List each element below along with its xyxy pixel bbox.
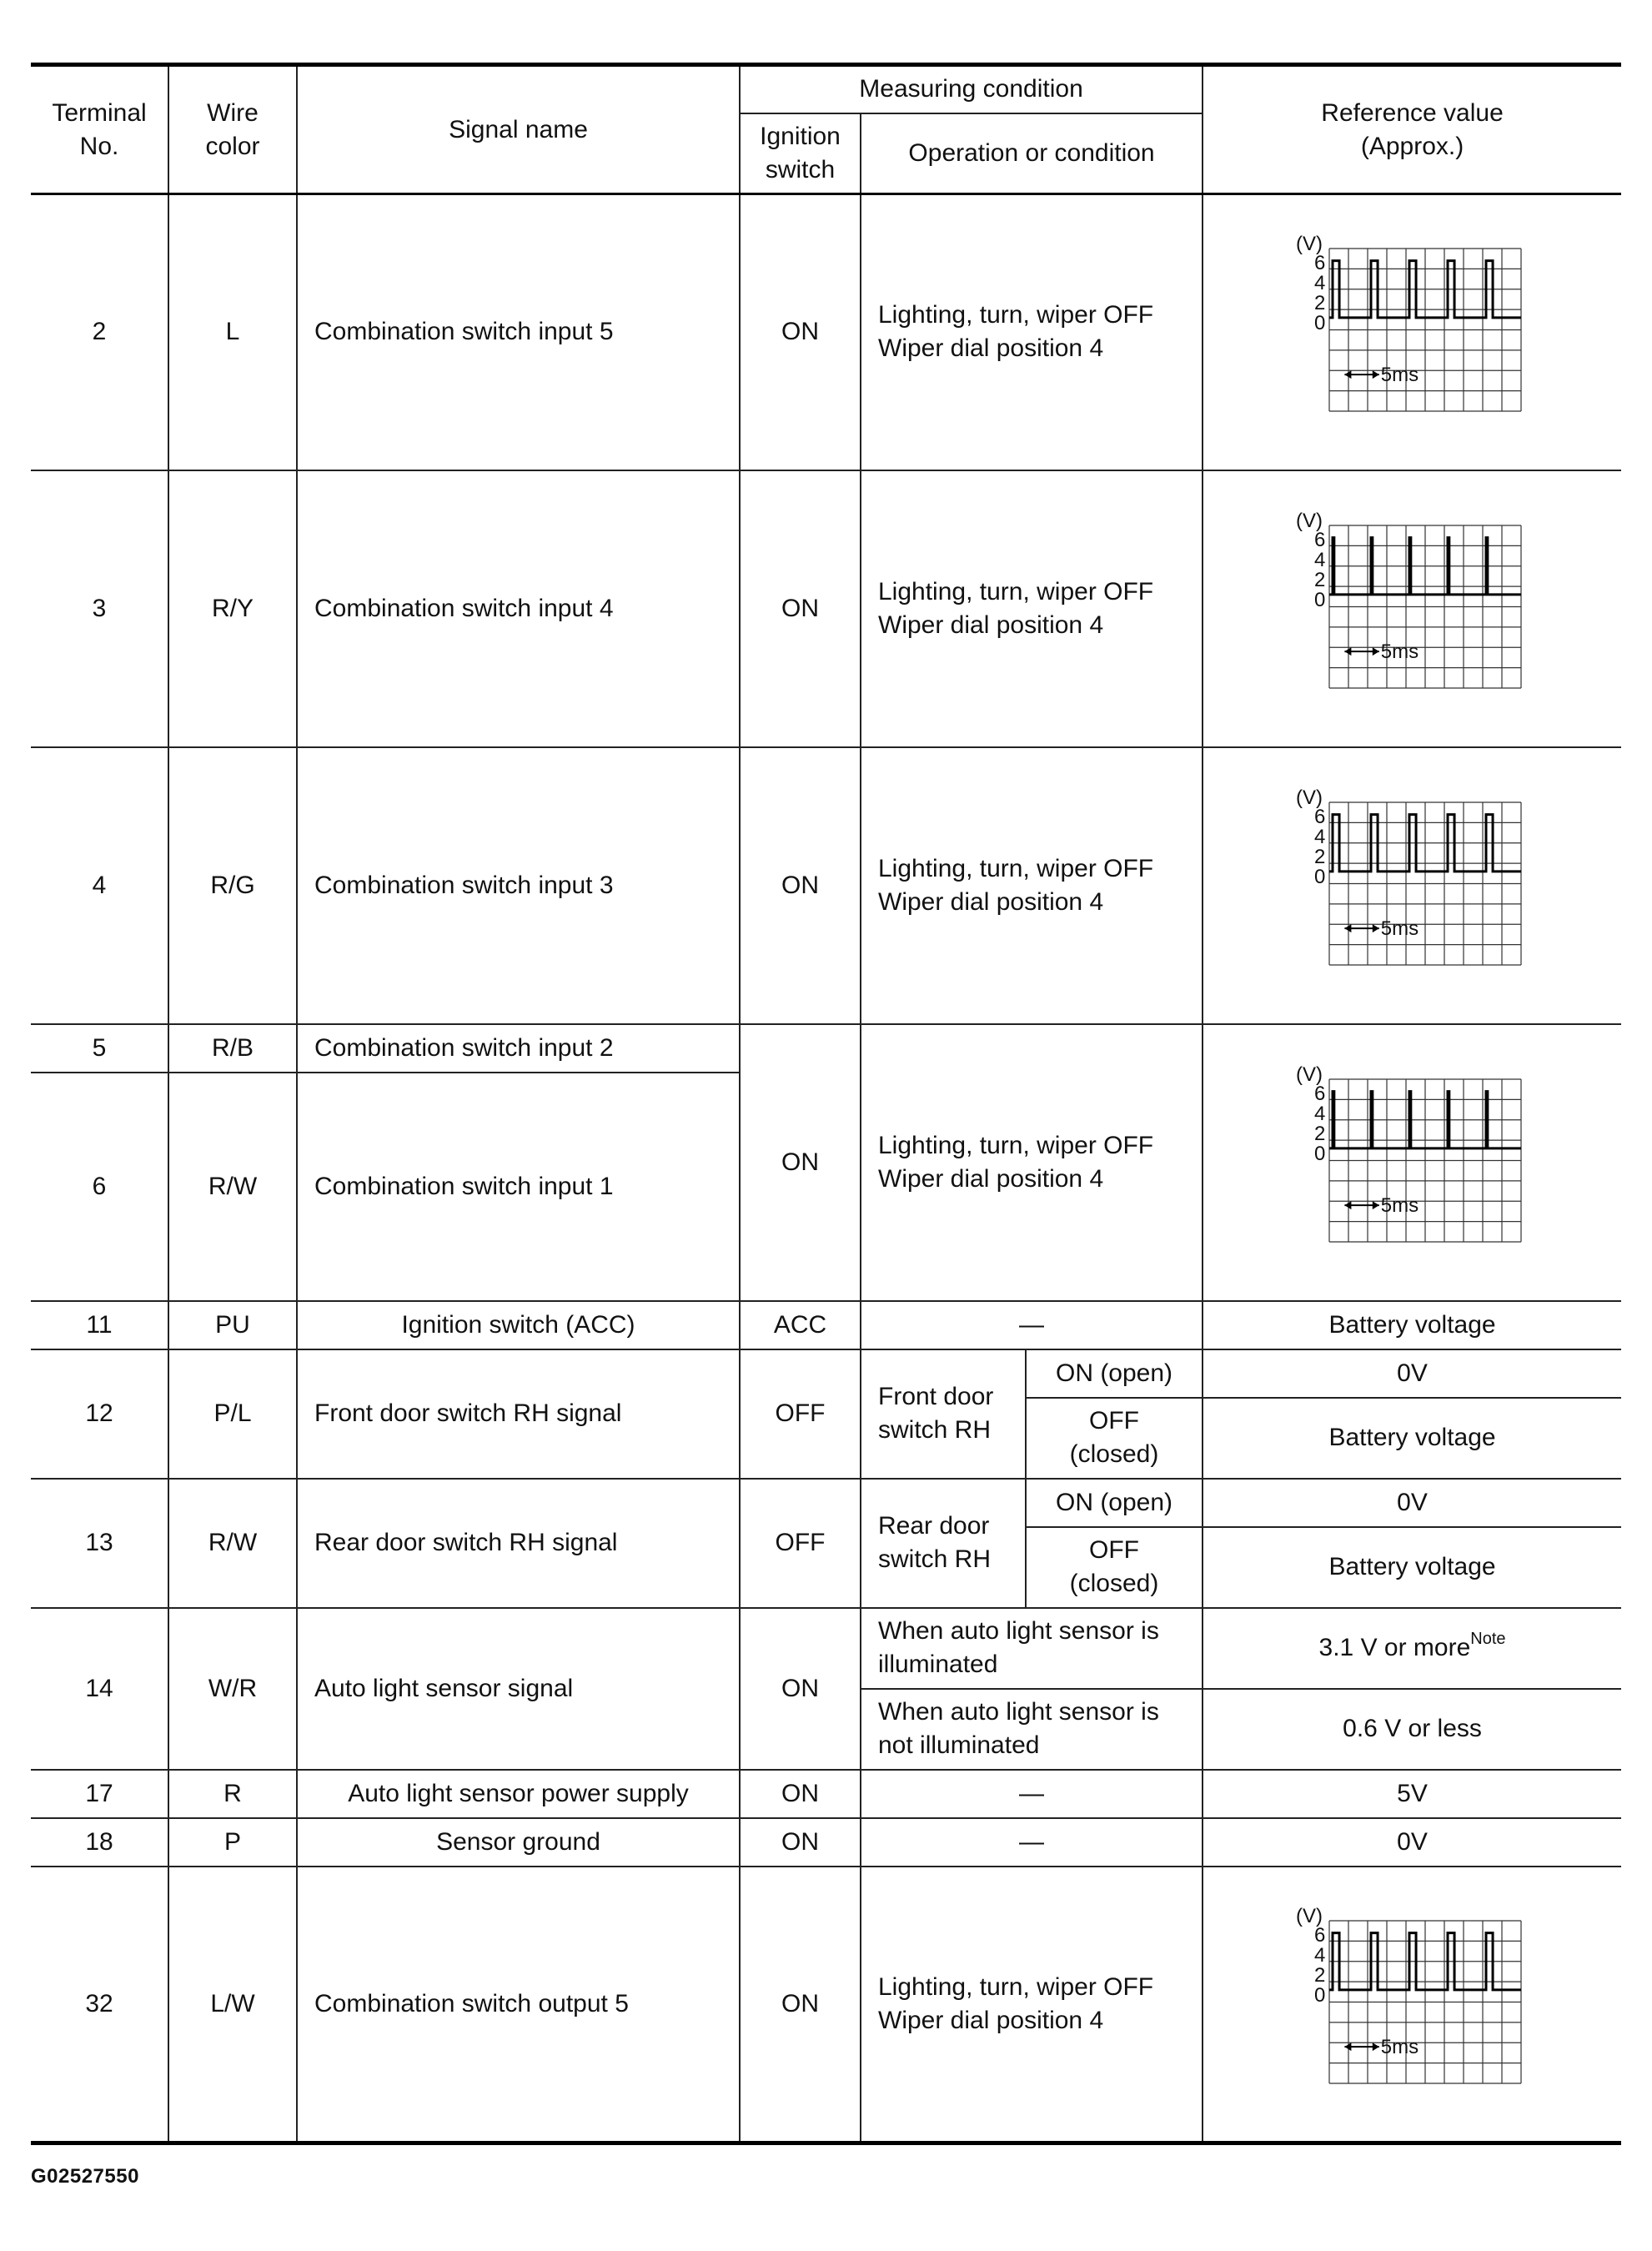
header-terminal-no: Terminal No. (31, 65, 168, 194)
y-tick-label: 0 (1313, 1983, 1325, 2007)
operation-cell: Lighting, turn, wiper OFF Wiper dial position 4 (861, 1024, 1203, 1301)
header-ignition-switch: Ignition switch (740, 113, 861, 194)
header-wire-color: Wire color (168, 65, 297, 194)
y-tick-label: 6 (1313, 252, 1325, 275)
ignition-cell: ON (740, 1867, 861, 2143)
unit-label: (V) (1295, 509, 1323, 532)
y-tick-label: 4 (1313, 1102, 1325, 1125)
wire-color-cell: P/L (168, 1349, 297, 1479)
ignition-cell: ACC (740, 1301, 861, 1349)
waveform-graph (1292, 786, 1534, 986)
reference-waveform-cell (1203, 1867, 1621, 2143)
y-tick-label: 2 (1313, 568, 1325, 591)
signal-name-cell: Combination switch input 1 (297, 1073, 740, 1301)
terminal-cell: 14 (31, 1608, 168, 1770)
header-measuring-condition: Measuring condition (740, 65, 1203, 113)
reference-cell: 0V (1203, 1479, 1621, 1527)
y-tick-label: 6 (1313, 1923, 1325, 1947)
terminal-cell: 3 (31, 470, 168, 747)
waveform-graph (1292, 509, 1534, 709)
condition-cell: Rear door switch RH (861, 1479, 1026, 1608)
y-tick-label: 0 (1313, 865, 1325, 888)
ignition-cell: OFF (740, 1349, 861, 1479)
header-signal-name: Signal name (297, 65, 740, 194)
terminal-cell: 11 (31, 1301, 168, 1349)
y-tick-label: 4 (1313, 272, 1325, 295)
arrowhead-right-icon (1372, 924, 1378, 932)
unit-label: (V) (1295, 1904, 1323, 1927)
reference-cell (1203, 1608, 1621, 1689)
reference-cell: Battery voltage (1203, 1527, 1621, 1608)
wire-color-cell: R/W (168, 1073, 297, 1301)
y-tick-label: 2 (1313, 1963, 1325, 1987)
table-row (31, 1818, 1621, 1867)
signal-name-cell: Rear door switch RH signal (297, 1479, 740, 1608)
y-tick-label: 4 (1313, 548, 1325, 571)
y-tick-label: 0 (1313, 588, 1325, 611)
operation-cell: Lighting, turn, wiper OFF Wiper dial position 4 (861, 194, 1203, 470)
y-tick-label: 4 (1313, 825, 1325, 848)
wire-color-cell: R (168, 1770, 297, 1818)
terminal-cell: 32 (31, 1867, 168, 2143)
condition-cell: Front door switch RH (861, 1349, 1026, 1479)
terminal-cell: 18 (31, 1818, 168, 1867)
time-scale-label: 5ms (1380, 917, 1419, 940)
y-tick-label: 6 (1313, 1082, 1325, 1105)
signal-name-cell: Front door switch RH signal (297, 1349, 740, 1479)
y-tick-label: 2 (1313, 845, 1325, 868)
waveform-graph (1292, 232, 1534, 432)
reference-waveform-cell (1203, 747, 1621, 1024)
y-tick-label: 4 (1313, 1943, 1325, 1967)
state-cell: ON (open) (1026, 1479, 1203, 1527)
state-cell: ON (open) (1026, 1349, 1203, 1398)
y-tick-label: 6 (1313, 805, 1325, 828)
terminal-cell: 12 (31, 1349, 168, 1479)
reference-cell: 0.6 V or less (1203, 1689, 1621, 1770)
wire-color-cell: L/W (168, 1867, 297, 2143)
wire-color-cell: R/W (168, 1479, 297, 1608)
ignition-cell: ON (740, 194, 861, 470)
signal-name-cell: Sensor ground (297, 1818, 740, 1867)
reference-waveform-cell (1203, 470, 1621, 747)
ignition-cell: ON (740, 1608, 861, 1770)
unit-label: (V) (1295, 233, 1323, 256)
signal-name-cell: Combination switch output 5 (297, 1867, 740, 2143)
y-tick-label: 2 (1313, 1122, 1325, 1145)
reference-waveform-cell (1203, 194, 1621, 470)
signal-name-cell: Ignition switch (ACC) (297, 1301, 740, 1349)
ignition-cell: ON (740, 747, 861, 1024)
y-tick-label: 6 (1313, 528, 1325, 551)
reference-cell: Battery voltage (1203, 1301, 1621, 1349)
y-tick-label: 0 (1313, 1142, 1325, 1165)
reference-cell: 0V (1203, 1818, 1621, 1867)
reference-waveform-cell (1203, 1024, 1621, 1301)
signal-name-cell: Combination switch input 2 (297, 1024, 740, 1073)
time-scale-label: 5ms (1380, 364, 1419, 387)
table-row (31, 747, 1621, 1024)
wire-color-cell: R/Y (168, 470, 297, 747)
condition-cell: When auto light sensor is not illuminated (861, 1689, 1203, 1770)
operation-cell: Lighting, turn, wiper OFF Wiper dial position 4 (861, 1867, 1203, 2143)
wire-color-cell: R/B (168, 1024, 297, 1073)
y-tick-label: 2 (1313, 292, 1325, 315)
wire-color-cell: P (168, 1818, 297, 1867)
y-tick-label: 0 (1313, 312, 1325, 335)
operation-cell: Lighting, turn, wiper OFF Wiper dial position 4 (861, 747, 1203, 1024)
table-row (31, 1301, 1621, 1349)
time-scale-label: 5ms (1380, 1193, 1419, 1217)
table-row (31, 194, 1621, 470)
arrowhead-right-icon (1372, 647, 1378, 656)
table-row (31, 1608, 1621, 1689)
wire-color-cell: R/G (168, 747, 297, 1024)
header-reference-value: Reference value (Approx.) (1203, 65, 1621, 194)
wire-color-cell: PU (168, 1301, 297, 1349)
table-row (31, 1867, 1621, 2143)
reference-cell: Battery voltage (1203, 1398, 1621, 1479)
note-marker: Note (1470, 1630, 1506, 1648)
terminal-spec-table (31, 63, 1621, 2145)
table-row (31, 1024, 1621, 1073)
reference-value: 3.1 V or more (1318, 1634, 1471, 1661)
time-scale-label: 5ms (1380, 640, 1419, 663)
table-row (31, 1770, 1621, 1818)
table-row (31, 1349, 1621, 1398)
arrowhead-right-icon (1372, 370, 1378, 379)
terminal-cell: 4 (31, 747, 168, 1024)
figure-code: G02527550 (31, 2165, 139, 2188)
terminal-cell: 17 (31, 1770, 168, 1818)
terminal-cell: 2 (31, 194, 168, 470)
time-scale-label: 5ms (1380, 2035, 1419, 2058)
ignition-cell: ON (740, 1818, 861, 1867)
operation-cell: — (861, 1301, 1203, 1349)
arrowhead-right-icon (1372, 2042, 1378, 2051)
unit-label: (V) (1295, 786, 1323, 809)
waveform-graph (1292, 1904, 1534, 2104)
reference-cell: 5V (1203, 1770, 1621, 1818)
ignition-cell: ON (740, 1770, 861, 1818)
signal-name-cell: Combination switch input 4 (297, 470, 740, 747)
ignition-cell: ON (740, 470, 861, 747)
ignition-cell: OFF (740, 1479, 861, 1608)
operation-cell: — (861, 1770, 1203, 1818)
state-cell: OFF (closed) (1026, 1398, 1203, 1479)
table-row (31, 1479, 1621, 1527)
table-row (31, 470, 1621, 747)
signal-name-cell: Combination switch input 5 (297, 194, 740, 470)
wire-color-cell: L (168, 194, 297, 470)
wire-color-cell: W/R (168, 1608, 297, 1770)
operation-cell: Lighting, turn, wiper OFF Wiper dial position 4 (861, 470, 1203, 747)
signal-name-cell: Auto light sensor power supply (297, 1770, 740, 1818)
ignition-cell: ON (740, 1024, 861, 1301)
state-cell: OFF (closed) (1026, 1527, 1203, 1608)
reference-cell: 0V (1203, 1349, 1621, 1398)
terminal-cell: 6 (31, 1073, 168, 1301)
condition-cell: When auto light sensor is illuminated (861, 1608, 1203, 1689)
signal-name-cell: Combination switch input 3 (297, 747, 740, 1024)
unit-label: (V) (1295, 1063, 1323, 1086)
waveform-graph (1292, 1063, 1534, 1263)
arrowhead-right-icon (1372, 1201, 1378, 1209)
header-operation-or-condition: Operation or condition (861, 113, 1203, 194)
signal-name-cell: Auto light sensor signal (297, 1608, 740, 1770)
operation-cell: — (861, 1818, 1203, 1867)
terminal-cell: 5 (31, 1024, 168, 1073)
terminal-cell: 13 (31, 1479, 168, 1608)
